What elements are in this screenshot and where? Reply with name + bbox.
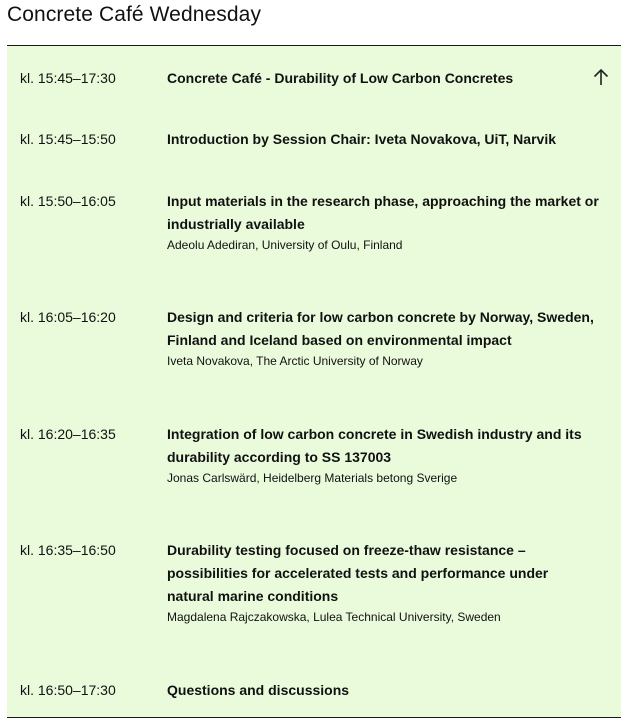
page-title: Concrete Café Wednesday bbox=[7, 3, 262, 26]
item-title: Input materials in the research phase, approaching the market or industrially available bbox=[167, 193, 599, 232]
item-speaker: Magdalena Rajczakowska, Lulea Technical University, Sweden bbox=[167, 610, 501, 624]
item-speaker: Adeolu Adediran, University of Oulu, Finland bbox=[167, 238, 403, 252]
item-time: kl. 16:05–16:20 bbox=[20, 309, 116, 325]
item-time: kl. 15:50–16:05 bbox=[20, 193, 116, 209]
session-title: Concrete Café - Durability of Low Carbon Concretes bbox=[167, 70, 514, 86]
item-title: Introduction by Session Chair: Iveta Novakova, UiT, Narvik bbox=[167, 131, 556, 147]
item-title: Durability testing focused on freeze-thaw resistance – possibilities for accelerated tests and performance under natural marine conditions bbox=[167, 542, 549, 604]
item-title: Questions and discussions bbox=[167, 682, 350, 698]
item-title: Design and criteria for low carbon concrete by Norway, Sweden, Finland and Iceland based on environmental impact bbox=[167, 309, 594, 348]
item-title: Integration of low carbon concrete in Swedish industry and its durability according to SS 137003 bbox=[167, 426, 582, 465]
session-panel bbox=[7, 45, 621, 718]
item-time: kl. 15:45–15:50 bbox=[20, 131, 116, 147]
item-speaker: Iveta Novakova, The Arctic University of Norway bbox=[167, 354, 423, 368]
arrow-up-icon bbox=[591, 67, 611, 87]
item-time: kl. 16:20–16:35 bbox=[20, 426, 116, 442]
session-time: kl. 15:45–17:30 bbox=[20, 70, 116, 86]
item-speaker: Jonas Carlswärd, Heidelberg Materials betong Sverige bbox=[167, 471, 458, 485]
collapse-button[interactable] bbox=[591, 67, 611, 87]
item-time: kl. 16:50–17:30 bbox=[20, 682, 116, 698]
item-time: kl. 16:35–16:50 bbox=[20, 542, 116, 558]
